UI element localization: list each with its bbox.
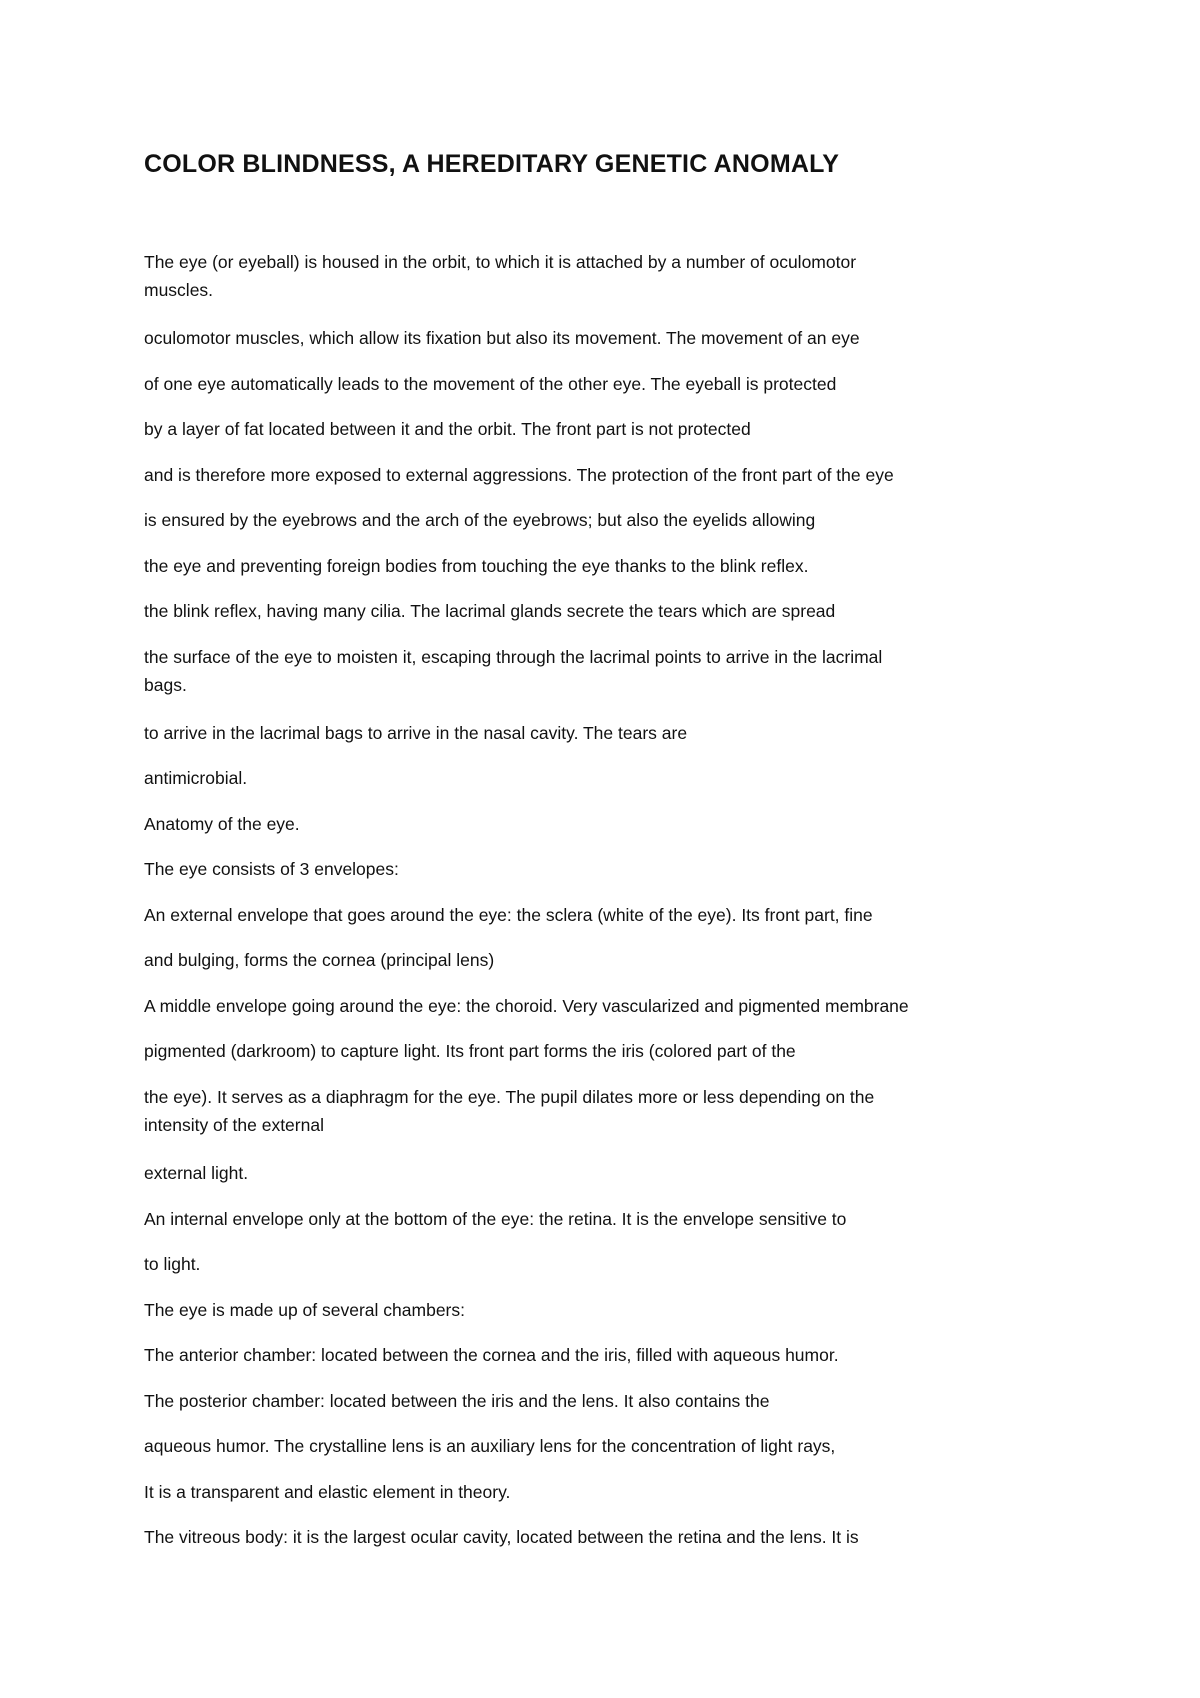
text-line: The anterior chamber: located between the cornea and the iris, filled with aqueous humor. [144,1345,839,1365]
text-line: The eye is made up of several chambers: [144,1300,465,1320]
text-line: Anatomy of the eye. [144,814,300,834]
text-line: An internal envelope only at the bottom of the eye: the retina. It is the envelope sensitive to [144,1209,847,1229]
text-line: bags. [144,675,187,695]
text-line: aqueous humor. The crystalline lens is an auxiliary lens for the concentration of light rays, [144,1436,836,1456]
text-line: oculomotor muscles, which allow its fixation but also its movement. The movement of an eye [144,328,860,348]
text-line: muscles. [144,280,214,300]
text-line: and bulging, forms the cornea (principal lens) [144,950,495,970]
text-line: The eye (or eyeball) is housed in the orbit, to which it is attached by a number of oculomotor [144,252,857,272]
text-line: to light. [144,1254,201,1274]
text-line: It is a transparent and elastic element in theory. [144,1482,511,1502]
text-line: intensity of the external [144,1115,324,1135]
text-line: is ensured by the eyebrows and the arch of the eyebrows; but also the eyelids allowing [144,510,816,530]
text-line: the eye and preventing foreign bodies from touching the eye thanks to the blink reflex. [144,556,809,576]
text-line: external light. [144,1163,249,1183]
document-title: COLOR BLINDNESS, A HEREDITARY GENETIC ANOMALY [144,150,840,178]
text-line: pigmented (darkroom) to capture light. Its front part forms the iris (colored part of the [144,1041,796,1061]
text-line: by a layer of fat located between it and the orbit. The front part is not protected [144,419,751,439]
text-line: to arrive in the lacrimal bags to arrive in the nasal cavity. The tears are [144,723,688,743]
text-line: The vitreous body: it is the largest ocular cavity, located between the retina and the lens. It is [144,1527,859,1547]
text-line: and is therefore more exposed to external aggressions. The protection of the front part of the eye [144,465,894,485]
text-line: The eye consists of 3 envelopes: [144,859,399,879]
text-line: the surface of the eye to moisten it, escaping through the lacrimal points to arrive in the lacrimal [144,647,883,667]
text-line: antimicrobial. [144,768,248,788]
text-line: of one eye automatically leads to the movement of the other eye. The eyeball is protected [144,374,837,394]
text-line: the eye). It serves as a diaphragm for the eye. The pupil dilates more or less depending on the [144,1087,875,1107]
text-line: A middle envelope going around the eye: the choroid. Very vascularized and pigmented membrane [144,996,909,1016]
text-line: The posterior chamber: located between the iris and the lens. It also contains the [144,1391,770,1411]
text-line: the blink reflex, having many cilia. The lacrimal glands secrete the tears which are spread [144,601,836,621]
text-line: An external envelope that goes around the eye: the sclera (white of the eye). Its front part, fine [144,905,873,925]
